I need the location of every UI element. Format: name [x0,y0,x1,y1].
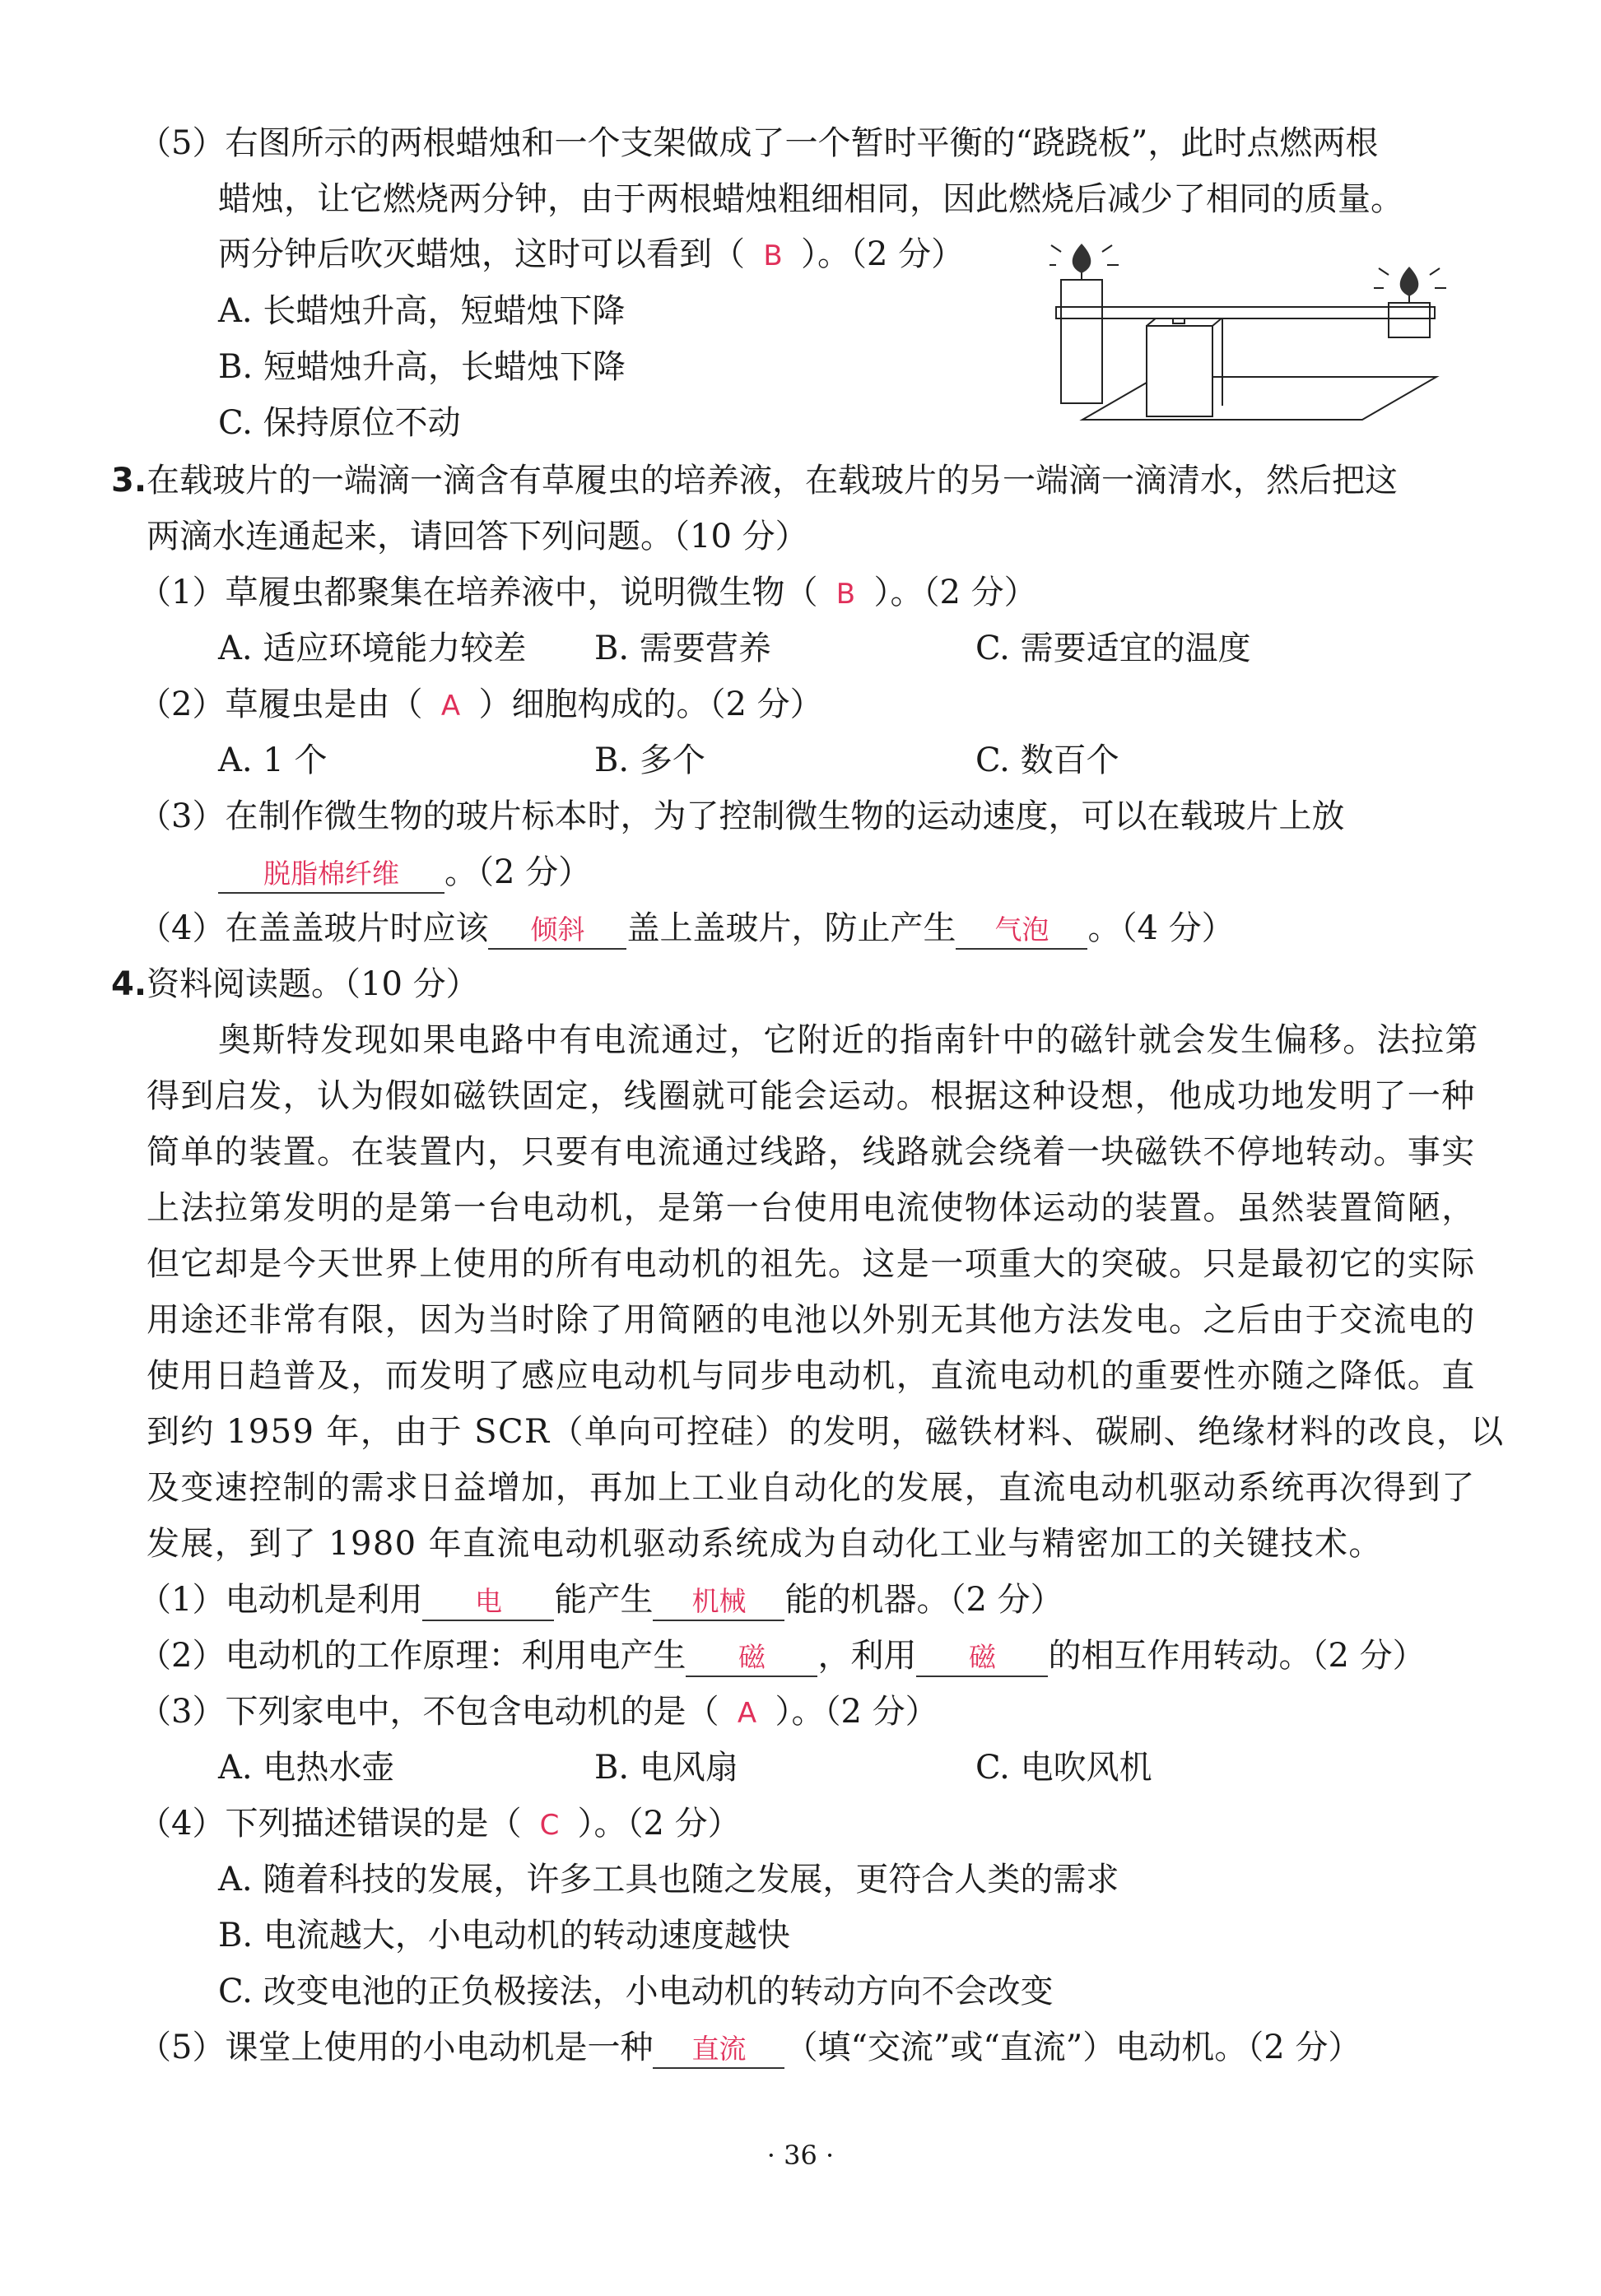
q2-5-option-c: C. 保持原位不动 [218,404,461,442]
q2-5-answer: B [763,239,783,272]
q2-5-line3: 两分钟后吹灭蜡烛，这时可以看到（ B ）。（2 分） [218,233,964,277]
passage-line-9: 及变速控制的需求日益增加，再加上工业自动化的发展，直流电动机驱动系统再次得到了 [147,1469,1476,1507]
q4-1-answer-2: 机械 [653,1583,784,1621]
q4-4-answer: C [539,1809,560,1842]
q4-3: （3）下列家电中，不包含电动机的是（ A ）。（2 分） [138,1690,938,1735]
q3-1-option-b: B. 需要营养 [594,630,771,667]
q3-4-answer-1: 倾斜 [488,912,626,950]
flame-right-icon [1400,267,1419,296]
passage-line-3: 简单的装置。在装置内，只要有电流通过线路，线路就会绕着一块磁铁不停地转动。事实 [147,1133,1476,1171]
candle-seesaw-figure [1049,237,1453,435]
passage-line-4: 上法拉第发明的是第一台电动机，是第一台使用电流使物体运动的装置。虽然装置简陋， [147,1189,1476,1227]
q4-2: （2）电动机的工作原理：利用电产生 磁 ，利用 磁 的相互作用转动。（2 分） [138,1634,1426,1677]
long-candle [1061,280,1102,403]
q4-3-option-b: B. 电风扇 [594,1749,738,1787]
q4-title: 4.资料阅读题。（10 分） [111,965,479,1003]
q4-4-option-c: C. 改变电池的正负极接法，小电动机的转动方向不会改变 [218,1973,1054,2010]
page-number: · 36 · [766,2140,835,2171]
passage-line-10: 发展，到了 1980 年直流电动机驱动系统成为自动化工业与精密加工的关键技术。 [147,1525,1383,1563]
q3-3-answer: 脱脂棉纤维 [218,856,444,894]
q3-4-answer-2: 气泡 [956,912,1087,950]
q3-4: （4）在盖盖玻片时应该 倾斜 盖上盖玻片，防止产生 气泡 。（4 分） [138,907,1235,950]
passage-line-1: 奥斯特发现如果电路中有电流通过，它附近的指南针中的磁针就会发生偏移。法拉第 [218,1021,1479,1059]
q3-stem-line2: 两滴水连通起来，请回答下列问题。（10 分） [147,518,808,555]
q4-1-answer-1: 电 [422,1583,554,1621]
flame-left-icon [1073,244,1091,273]
q3-2-option-a: A. 1 个 [218,741,328,779]
support-block [1147,326,1212,416]
q2-5-option-a: A. 长蜡烛升高，短蜡烛下降 [218,292,626,330]
base-plate [1082,377,1436,420]
q4-2-answer-2: 磁 [916,1639,1048,1677]
q4-4: （4）下列描述错误的是（ C ）。（2 分） [138,1802,741,1847]
passage-line-6: 用途还非常有限，因为当时除了用简陋的电池以外别无其他方法发电。之后由于交流电的 [147,1301,1476,1339]
q4-1: （1）电动机是利用 电 能产生 机械 能的机器。（2 分） [138,1578,1063,1621]
q4-3-option-a: A. 电热水壶 [218,1749,395,1787]
q4-2-answer-1: 磁 [686,1639,817,1677]
q4-5: （5）课堂上使用的小电动机是一种 直流 （填“交流”或“直流”）电动机。（2 分） [138,2026,1361,2069]
q3-1: （1）草履虫都聚集在培养液中，说明微生物（ B ）。（2 分） [138,571,1037,616]
q4-3-answer: A [737,1697,757,1730]
q3-2: （2）草履虫是由（ A ）细胞构成的。（2 分） [138,683,823,727]
q4-3-option-c: C. 电吹风机 [975,1749,1152,1787]
q4-4-option-a: A. 随着科技的发展，许多工具也随之发展，更符合人类的需求 [218,1861,1119,1899]
passage-line-7: 使用日趋普及，而发明了感应电动机与同步电动机，直流电动机的重要性亦随之降低。直 [147,1357,1476,1395]
passage-line-5: 但它却是今天世界上使用的所有电动机的祖先。这是一项重大的突破。只是最初它的实际 [147,1245,1476,1283]
q2-5-line2: 蜡烛，让它燃烧两分钟，由于两根蜡烛粗细相同，因此燃烧后减少了相同的质量。 [218,180,1403,218]
passage-line-8: 到约 1959 年，由于 SCR（单向可控硅）的发明，磁铁材料、碳刷、绝缘材料的改良，以 [147,1413,1505,1451]
q3-1-answer: B [835,578,856,611]
q3-2-option-b: B. 多个 [594,741,705,779]
q3-3-line2: 脱脂棉纤维 。（2 分） [218,851,591,894]
q2-5-line1: （5）右图所示的两根蜡烛和一个支架做成了一个暂时平衡的“跷跷板”，此时点燃两根 [138,124,1379,162]
q3-1-option-a: A. 适应环境能力较差 [218,630,527,667]
q3-2-answer: A [440,690,461,723]
q4-4-option-b: B. 电流越大，小电动机的转动速度越快 [218,1917,790,1954]
passage-line-2: 得到启发，认为假如磁铁固定，线圈就可能会运动。根据这种设想，他成功地发明了一种 [147,1077,1476,1115]
q3-3-line1: （3）在制作微生物的玻片标本时，为了控制微生物的运动速度，可以在载玻片上放 [138,797,1345,835]
q2-5-option-b: B. 短蜡烛升高，长蜡烛下降 [218,348,626,386]
seesaw-beam [1056,307,1435,318]
q3-stem-line1: 3.在载玻片的一端滴一滴含有草履虫的培养液，在载玻片的另一端滴一滴清水，然后把这 [111,462,1399,500]
q4-5-answer: 直流 [653,2031,784,2069]
q3-1-option-c: C. 需要适宜的温度 [975,630,1251,667]
q3-2-option-c: C. 数百个 [975,741,1119,779]
